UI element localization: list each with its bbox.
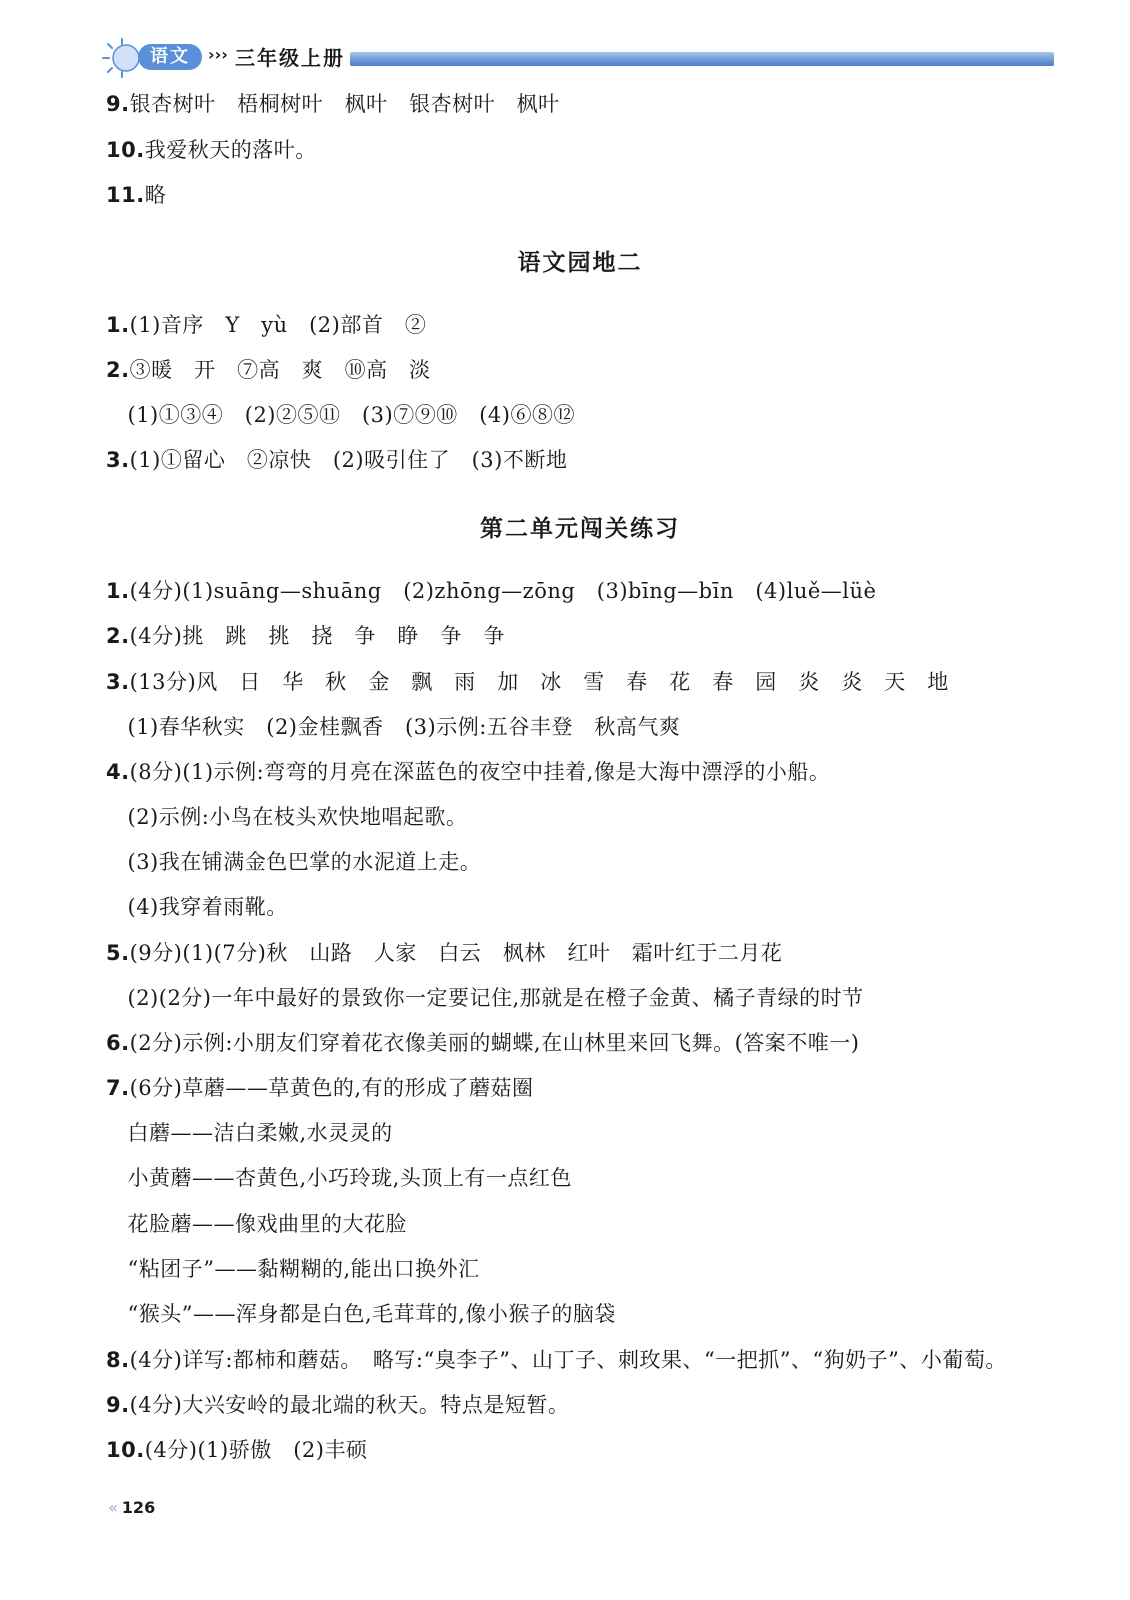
page-number: 126 [121, 1498, 156, 1517]
header-bar [350, 52, 1054, 66]
answer-line: 3.(1)①留心 ②凉快 (2)吸引住了 (3)不断地 [106, 448, 568, 472]
answer-line: 7.(6分)草蘑——草黄色的,有的形成了蘑菇圈 [106, 1076, 534, 1100]
section-title: 第二单元闯关练习 [480, 516, 680, 542]
answer-line: 1.(1)音序 Y yù (2)部首 ② [106, 313, 427, 337]
subject-badge: 语文 [138, 44, 202, 70]
page-header [100, 38, 1060, 78]
double-chevron-left-icon: « [108, 1498, 118, 1517]
answer-line: 4.(8分)(1)示例:弯弯的月亮在深蓝色的夜空中挂着,像是大海中漂浮的小船。 [106, 760, 831, 784]
answer-line: “猴头”——浑身都是白色,毛茸茸的,像小猴子的脑袋 [106, 1302, 616, 1326]
answer-line: 10.我爱秋天的落叶。 [106, 138, 317, 162]
answer-line: 8.(4分)详写:都柿和蘑菇。 略写:“臭李子”、山丁子、刺玫果、“一把抓”、“狗奶子”、小葡萄。 [106, 1348, 1007, 1372]
page-footer [108, 1498, 155, 1517]
answer-line: (1)①③④ (2)②⑤⑪ (3)⑦⑨⑩ (4)⑥⑧⑫ [106, 403, 575, 427]
answer-line: 小黄蘑——杏黄色,小巧玲珑,头顶上有一点红色 [106, 1166, 572, 1190]
answer-line: 2.③暖 开 ⑦高 爽 ⑩高 淡 [106, 358, 431, 382]
answer-line: 5.(9分)(1)(7分)秋 山路 人家 白云 枫林 红叶 霜叶红于二月花 [106, 941, 783, 965]
answer-line: 白蘑——洁白柔嫩,水灵灵的 [106, 1121, 393, 1145]
answer-line: (1)春华秋实 (2)金桂飘香 (3)示例:五谷丰登 秋高气爽 [106, 715, 681, 739]
answer-line: (3)我在铺满金色巴掌的水泥道上走。 [106, 850, 482, 874]
answer-line: 9.(4分)大兴安岭的最北端的秋天。特点是短暂。 [106, 1393, 570, 1417]
answer-line: “粘团子”——黏糊糊的,能出口换外汇 [106, 1257, 480, 1281]
answer-line: 2.(4分)挑 跳 挑 挠 争 睁 争 争 [106, 624, 505, 648]
grade-label: 三年级上册 [235, 46, 345, 70]
answer-line: (4)我穿着雨靴。 [106, 895, 288, 919]
answer-line: 9.银杏树叶 梧桐树叶 枫叶 银杏树叶 枫叶 [106, 92, 560, 116]
answer-line: 1.(4分)(1)suāng—shuāng (2)zhōng—zōng (3)bīng—bīn (4)luě—lüè [106, 579, 877, 603]
answer-line: (2)示例:小鸟在枝头欢快地唱起歌。 [106, 805, 468, 829]
answer-line: 6.(2分)示例:小朋友们穿着花衣像美丽的蝴蝶,在山林里来回飞舞。(答案不唯一) [106, 1031, 860, 1055]
header-separator: ››› [208, 45, 228, 64]
answer-line: (2)(2分)一年中最好的景致你一定要记住,那就是在橙子金黄、橘子青绿的时节 [106, 986, 864, 1010]
answer-line: 3.(13分)风 日 华 秋 金 飘 雨 加 冰 雪 春 花 春 园 炎 炎 天 地 [106, 670, 949, 694]
answer-line: 花脸蘑——像戏曲里的大花脸 [106, 1212, 407, 1236]
answer-line: 10.(4分)(1)骄傲 (2)丰硕 [106, 1438, 368, 1462]
answer-line: 11.略 [106, 183, 167, 207]
section-title: 语文园地二 [517, 250, 643, 276]
